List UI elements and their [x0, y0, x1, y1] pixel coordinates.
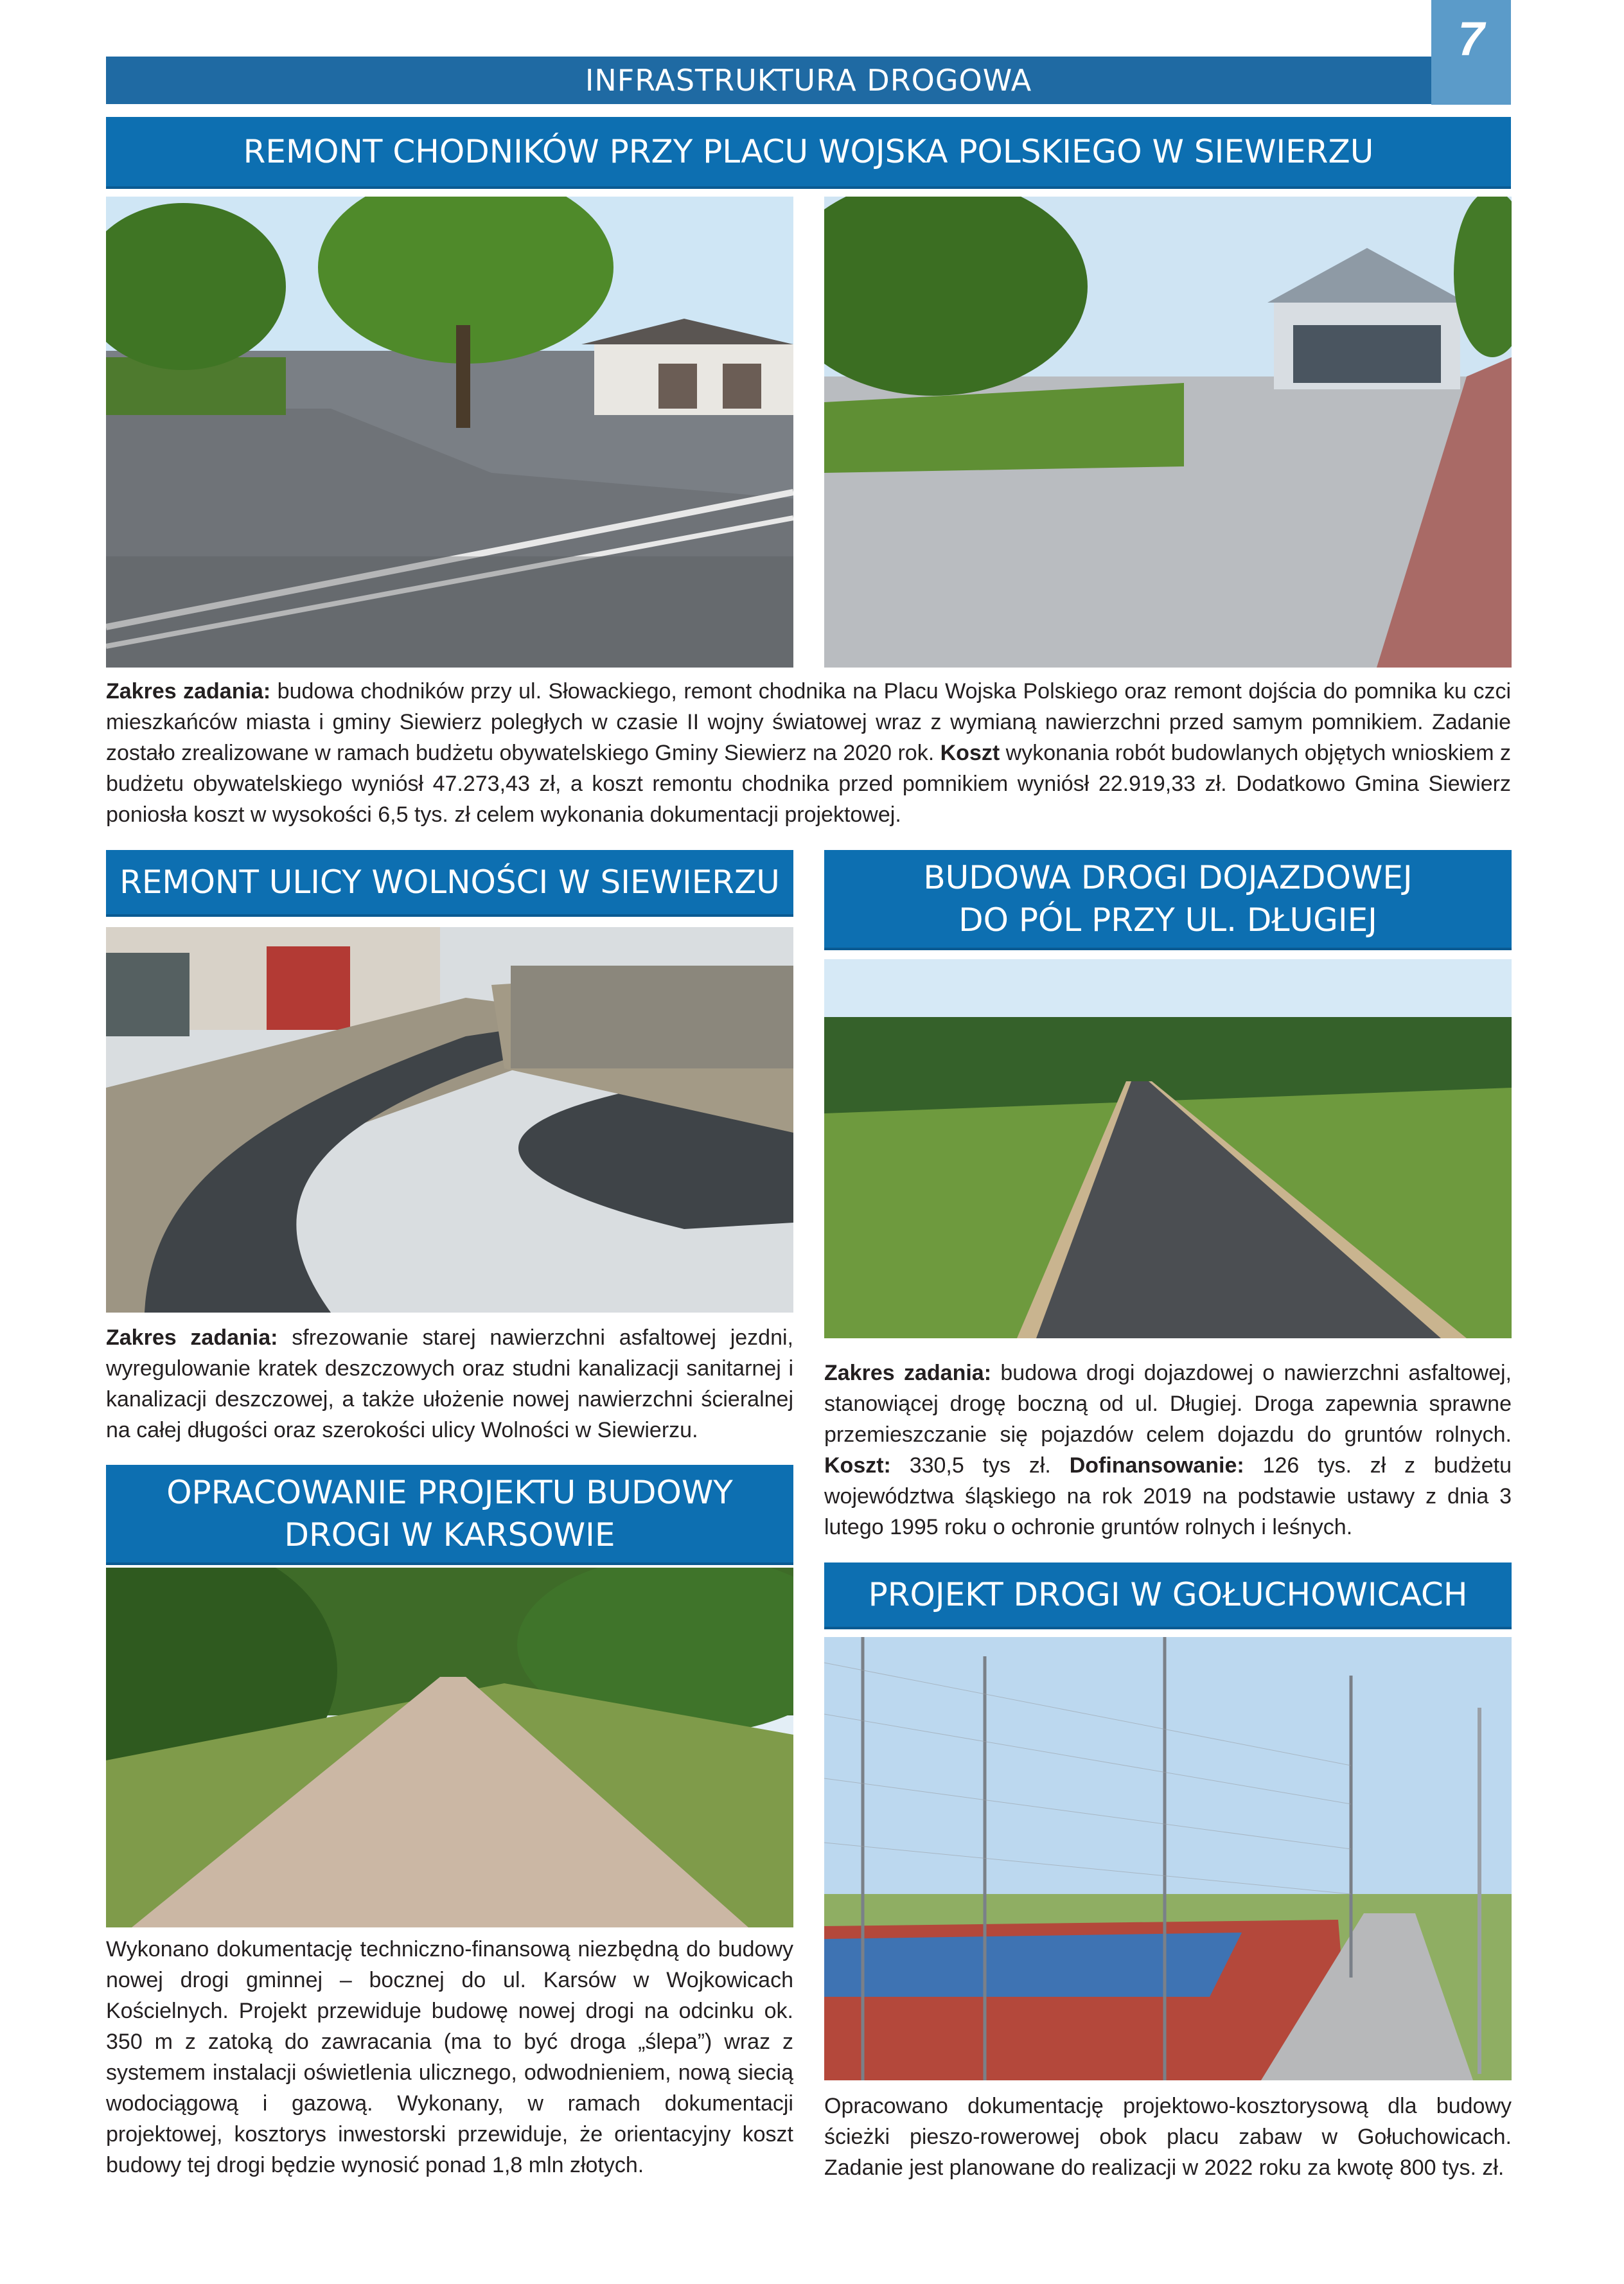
page-number: 7: [1458, 12, 1485, 66]
section2-title-bar: [106, 850, 793, 914]
photo-access-road: [824, 959, 1512, 1338]
section4-text: Wykonano dokumentację techniczno-finansową niezbędną do budowy nowej drogi gminnej – bocznej do ul. Karsów w Wojkowicach Kościelnych. Projekt przewiduje budowę nowej drogi na odcinku ok. 350 m z zatoką do zawracania (ma to być droga „ślepa”) wraz z systemem instalacji oświetlenia ulicznego, odwodnieniem, nową siecią wodociągową i gazową. Wykonany, w ramach dokumentacji projektowej, kosztorys inwestorski przewiduje, że orientacyjny koszt budowy tej drogi będzie wynosić ponad 1,8 mln złotych.: [106, 1937, 793, 2177]
section1-text-part1: budowa chodników przy ul. Słowackiego, remont chodnika na Placu Wojska Polskiego oraz remont dojścia do pomnika ku czci mieszkańców miasta i gminy Siewierz poległych w czasie II wojny światowej wraz z wymianą nawierzchni przed samym pomnikiem. Zadanie zostało zrealizowane w ramach budżetu obywatelskiego Gminy Siewierz na 2020 rok.: [106, 679, 1511, 765]
section1-label-cost: Koszt: [940, 741, 1000, 765]
section3-title-line2: DO PÓL PRZY UL. DŁUGIEJ: [958, 901, 1377, 939]
section3-text-part1: budowa drogi dojazdowej o nawierzchni asfaltowej, stanowiącej drogę boczną od ul. Długiej. Droga zapewnia sprawne przemieszczanie się pojazdów celem dojazdu do gruntów rolnych.: [824, 1361, 1512, 1447]
section4-title-line1: OPRACOWANIE PROJEKTU BUDOWY: [166, 1474, 733, 1511]
photo-sports-field-path: [824, 1637, 1512, 2080]
section1-label-scope: Zakres zadania:: [106, 679, 271, 704]
section3-title-line1: BUDOWA DROGI DOJAZDOWEJ: [923, 859, 1413, 896]
photo-street-corner: [106, 197, 793, 668]
section3-label-scope: Zakres zadania:: [824, 1361, 992, 1385]
section1-title: REMONT CHODNIKÓW PRZY PLACU WOJSKA POLSKIEGO W SIEWIERZU: [243, 133, 1374, 170]
section2-title: REMONT ULICY WOLNOŚCI W SIEWIERZU: [119, 863, 780, 901]
section1-title-bar: [106, 117, 1511, 186]
section2-label-scope: Zakres zadania:: [106, 1325, 278, 1350]
section3-text-part3: 126 tys. zł z budżetu województwa śląskiego na rok 2019 na podstawie ustawy z dnia 3 lutego 1995 roku o ochronie gruntów rolnych i leśnych.: [824, 1453, 1512, 1539]
section4-body: [106, 1934, 793, 2181]
section4-title-bar: [106, 1465, 793, 1563]
section1-body: [106, 676, 1511, 830]
section5-text: Opracowano dokumentację projektowo-kosztorysową dla budowy ścieżki pieszo-rowerowej obok placu zabaw w Gołuchowicach. Zadanie jest planowane do realizacji w 2022 roku za kwotę 800 tys. zł.: [824, 2094, 1512, 2180]
page-number-box: [1431, 0, 1511, 105]
section3-label-funding: Dofinansowanie:: [1069, 1453, 1244, 1478]
section5-title-bar: [824, 1563, 1512, 1627]
section1-text-part2: wykonania robót budowlanych objętych wnioskiem z budżetu obywatelskiego wyniósł 47.273,43 zł, a koszt remontu chodnika przed pomnikiem wyniósł 22.919,33 zł. Dodatkowo Gmina Siewierz poniosła koszt w wysokości 6,5 tys. zł celem wykonania dokumentacji projektowej.: [106, 741, 1511, 827]
section5-body: [824, 2091, 1512, 2183]
section3-body: [824, 1358, 1512, 1543]
section5-title: PROJEKT DROGI W GOŁUCHOWICACH: [868, 1576, 1468, 1613]
section2-text: sfrezowanie starej nawierzchni asfaltowej jezdni, wyregulowanie kratek deszczowych oraz studni kanalizacji sanitarnej i kanalizacji deszczowej, a także ułożenie nowej nawierzchni ścieralnej na całej długości oraz szerokości ulicy Wolności w Siewierzu.: [106, 1325, 793, 1442]
photo-plaza-building: [824, 197, 1512, 668]
section4-title-line2: DROGI W KARSOWIE: [284, 1516, 615, 1554]
section2-body: [106, 1322, 793, 1446]
photo-wolnosci-street: [106, 927, 793, 1313]
section3-label-cost: Koszt:: [824, 1453, 891, 1478]
section3-title-bar: [824, 850, 1512, 948]
section-header-title: INFRASTRUKTURA DROGOWA: [585, 63, 1032, 98]
photo-karsow-road: [106, 1568, 793, 1927]
section-header-bar: [106, 57, 1511, 104]
section3-text-part2: 330,5 tys zł.: [890, 1453, 1070, 1478]
